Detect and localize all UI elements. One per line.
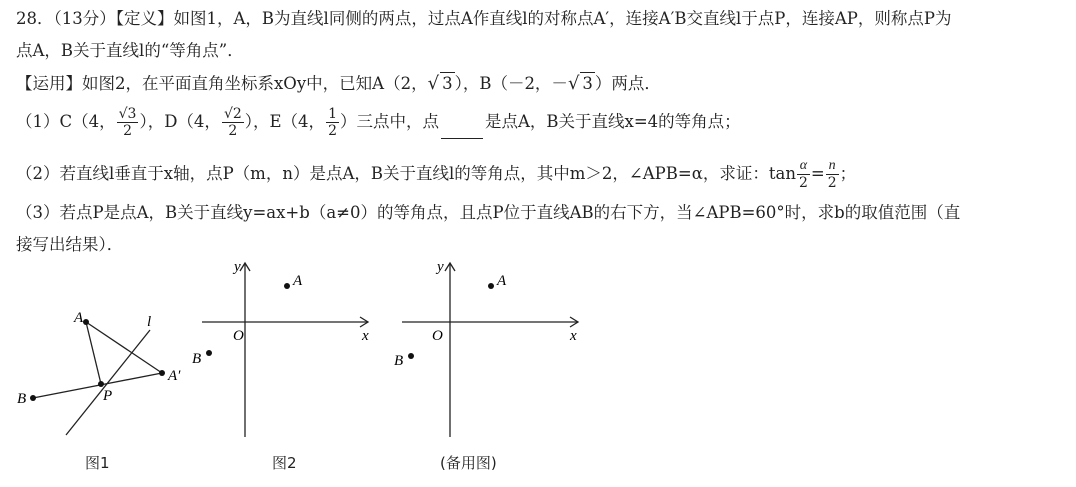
figure-1 xyxy=(0,300,200,450)
apply-text-2: ），B（－2，－ xyxy=(454,74,568,93)
frac-d xyxy=(222,106,244,139)
frac-c xyxy=(117,106,139,139)
q2-tail: ； xyxy=(839,164,857,183)
label-O: O xyxy=(432,328,443,344)
label-O: O xyxy=(233,328,244,344)
figure-2-caption: 图2 xyxy=(272,454,297,472)
point-A-prime xyxy=(159,370,165,376)
definition-tag: 【定义】 xyxy=(115,9,174,28)
def-line-2 xyxy=(16,40,244,62)
sqrt-three-2: 3 xyxy=(582,74,593,93)
point-A xyxy=(284,283,290,289)
q3-text-2: 接写出结果）． xyxy=(16,235,124,254)
question-3-line-2 xyxy=(16,234,123,256)
frac-d-num: √2 xyxy=(223,106,242,122)
label-B: B xyxy=(192,351,202,367)
figure-1-caption: 图1 xyxy=(85,454,110,472)
label-x: x xyxy=(362,328,369,344)
q1-prefix: （1）C（4， xyxy=(16,112,116,131)
figure-backup-caption: (备用图) xyxy=(440,454,497,472)
apply-text: 如图2，在平面直角坐标系xOy中，已知A（2， xyxy=(82,74,428,93)
frac-c-den: 2 xyxy=(123,123,132,139)
point-B xyxy=(206,350,212,356)
problem-number: 28． xyxy=(16,9,54,28)
frac-n xyxy=(826,158,839,191)
apply-tag: 【运用】 xyxy=(16,74,82,93)
question-2 xyxy=(16,158,856,191)
frac-n-den: 2 xyxy=(827,175,837,191)
label-A: A xyxy=(74,310,84,326)
frac-alpha-den: 2 xyxy=(798,175,808,191)
frac-e-den: 2 xyxy=(328,123,337,139)
figure-2 xyxy=(190,255,380,445)
q1-d: ），D（4， xyxy=(139,112,221,131)
label-A: A xyxy=(293,273,303,289)
q2-text: （2）若直线l垂直于x轴，点P（m，n）是点A，B关于直线l的等角点，其中m＞2，∠APB=α，求证：tan xyxy=(16,164,796,183)
question-3-line-1 xyxy=(16,202,960,224)
point-B xyxy=(408,353,414,359)
definition-text: 如图1，A，B为直线l同侧的两点，过点A作直线l的对称点A′，连接A′B交直线l于点P，连接AP，则称点P为 xyxy=(173,9,952,28)
label-B: B xyxy=(394,353,404,369)
problem-score: （13分） xyxy=(53,9,116,28)
label-A: A xyxy=(497,273,507,289)
point-B xyxy=(30,395,36,401)
q2-eq: = xyxy=(810,164,825,183)
frac-alpha xyxy=(797,158,810,191)
segment-BA-prime xyxy=(33,373,162,398)
label-B: B xyxy=(17,391,27,407)
q1-e: ），E（4， xyxy=(244,112,326,131)
q3-text: （3）若点P是点A，B关于直线y=ax+b（a≠0）的等角点，且点P位于直线AB的右下方，当∠APB=60°时，求b的取值范围（直 xyxy=(16,203,961,222)
q1-tail-2: 是点A，B关于直线x=4的等角点； xyxy=(484,112,741,131)
sqrt-three: 3 xyxy=(442,74,453,93)
frac-n-num: n xyxy=(826,158,839,175)
line-l xyxy=(66,330,150,435)
label-x: x xyxy=(570,328,577,344)
apply-line: 【运用】如图2，在平面直角坐标系xOy中，已知A（2，√ 3 ），B（－2，－√ 3 ）两点． xyxy=(16,73,661,94)
label-A-prime: A′ xyxy=(168,368,181,384)
frac-alpha-num: α xyxy=(797,158,810,175)
label-l: l xyxy=(147,314,152,330)
figure-backup xyxy=(390,255,590,445)
apply-text-3: ）两点． xyxy=(594,74,661,93)
label-y: y xyxy=(234,259,241,275)
frac-e xyxy=(326,106,339,139)
point-P xyxy=(98,381,104,387)
label-y: y xyxy=(437,259,444,275)
definition-text-2: 点A，B关于直线l的“等角点”． xyxy=(16,41,244,60)
point-A xyxy=(83,319,89,325)
point-A xyxy=(488,283,494,289)
label-P: P xyxy=(103,388,113,404)
frac-c-num: √3 xyxy=(118,106,137,122)
q1-tail-1: ）三点中，点 xyxy=(339,112,439,131)
question-1 xyxy=(16,106,741,139)
answer-blank[interactable] xyxy=(441,122,483,139)
frac-e-num: 1 xyxy=(328,106,337,122)
def-line-1 xyxy=(16,8,951,30)
frac-d-den: 2 xyxy=(228,123,238,139)
